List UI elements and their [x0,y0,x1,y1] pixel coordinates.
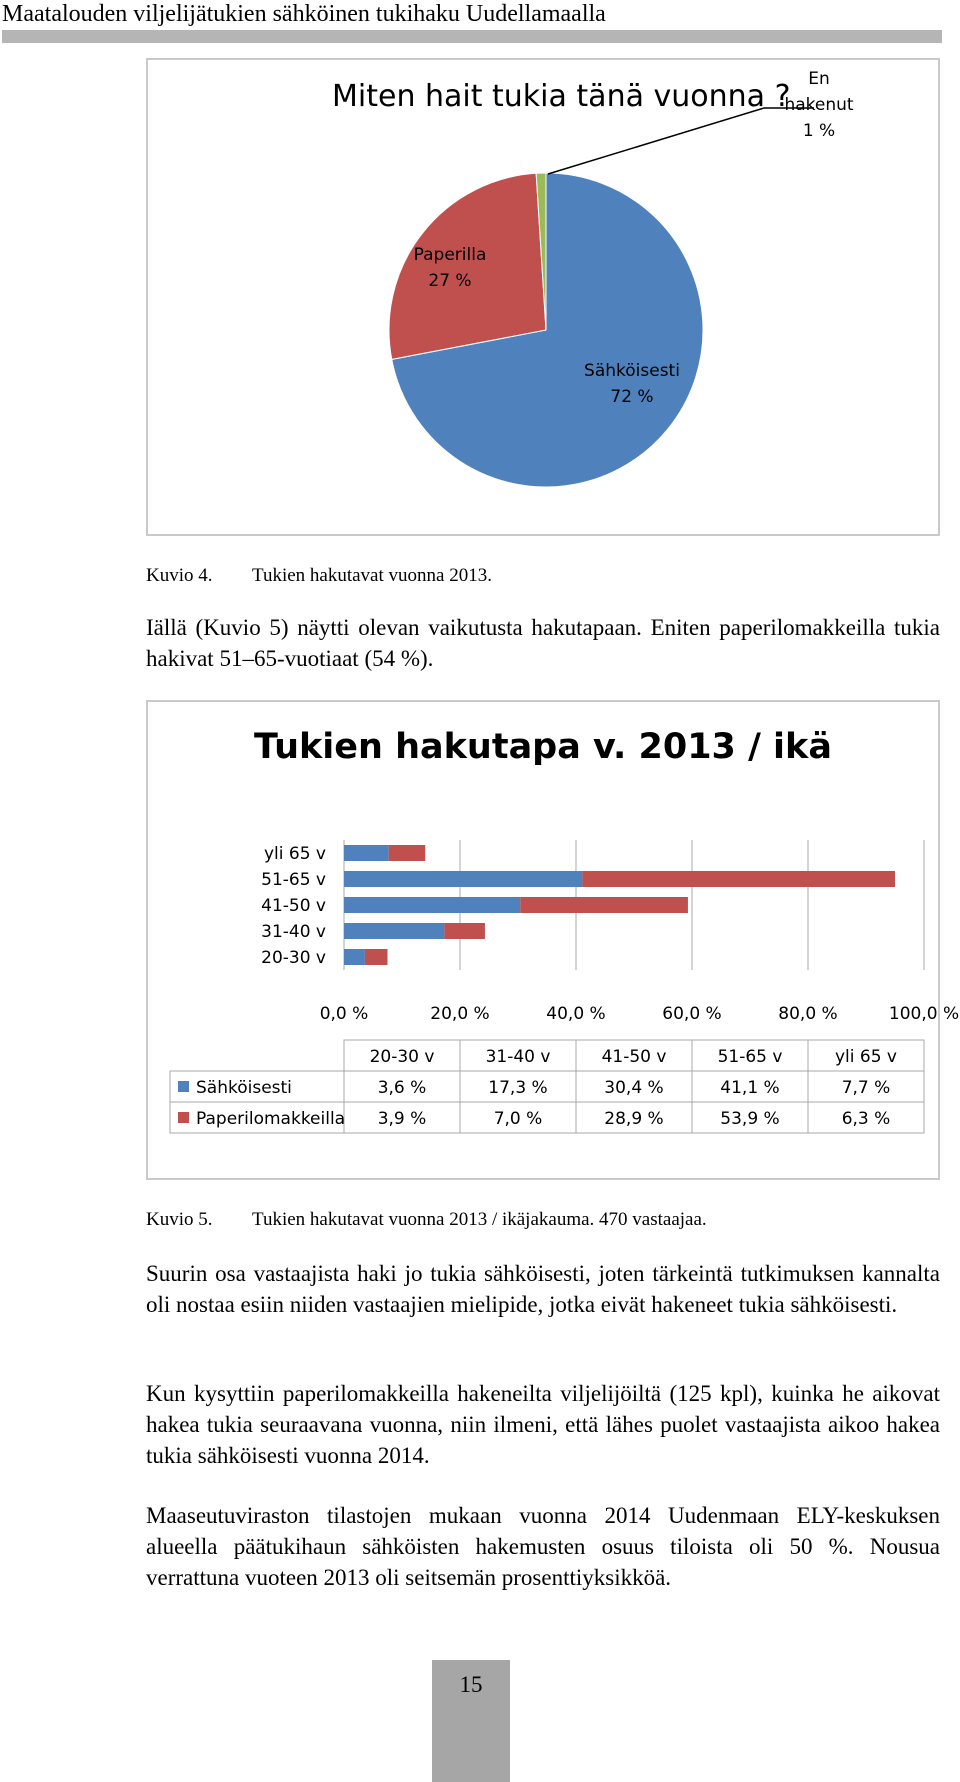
category-label: 31-40 v [261,922,326,942]
table-value-cell: 41,1 % [720,1078,780,1098]
bar-chart-frame [146,700,960,1180]
figure5-caption-label: Kuvio 5. [146,1209,213,1230]
bar-segment-sähköisesti [344,871,582,887]
bar-segment-paperilomakkeilla [582,871,895,887]
running-header [0,0,960,45]
leader-line [548,108,764,174]
pie-label-en-hakenut: En hakenut 1 % [784,69,854,141]
pie-chart [148,60,938,534]
pie-label-sähköisesti: Sähköisesti 72 % [584,361,680,407]
page-number: 15 [459,1672,483,1697]
x-tick-label: 80,0 % [778,1004,838,1024]
figure4-caption [146,564,492,588]
x-tick-label: 100,0 % [888,1004,960,1024]
pie-slice-paperilla [389,173,546,359]
bar-segment-sähköisesti [344,897,520,913]
table-header-cell: 31-40 v [485,1047,551,1067]
paragraph-4: Maaseutuviraston tilastojen mukaan vuonna 2014 Uudenmaan ELY-keskuksen alueella päätukihaun sähköisten hakemusten osuus tiloista oli 50 %. Nousua verrattuna vuoteen 2013 oli seitsemän prosenttiyksikköä. [146,1503,940,1590]
legend-label: Paperilomakkeilla [196,1109,346,1129]
figure5-caption [146,1208,707,1232]
bar-segment-sähköisesti [344,923,444,939]
pie-label-paperilla: Paperilla 27 % [413,245,487,291]
figure4-caption-text: Tukien hakutavat vuonna 2013. [252,565,492,586]
x-tick-label: 40,0 % [546,1004,606,1024]
table-value-cell: 30,4 % [604,1078,664,1098]
table-header-cell: 20-30 v [369,1047,435,1067]
category-label: 51-65 v [261,870,326,890]
x-tick-label: 60,0 % [662,1004,722,1024]
bar-segment-paperilomakkeilla [365,949,388,965]
header-rule [2,30,942,43]
table-value-cell: 28,9 % [604,1109,664,1129]
category-label: yli 65 v [263,844,326,864]
x-tick-label: 20,0 % [430,1004,490,1024]
figure5-caption-text: Tukien hakutavat vuonna 2013 / ikäjakauma. 470 vastaajaa. [252,1209,707,1230]
paragraph-3: Kun kysyttiin paperilomakkeilla hakeneilta viljelijöiltä (125 kpl), kuinka he aikovat hakea tukia seuraavana vuonna, niin ilmeni, että lähes puolet vastaajista aikoo hakea tukia sähköisesti vuonna 2014. [146,1381,940,1468]
pie-chart-title: Miten hait tukia tänä vuonna ? [332,79,791,114]
category-label: 20-30 v [261,948,326,968]
bar-segment-sähköisesti [344,845,389,861]
pie-chart-frame [146,58,940,536]
bar-segment-paperilomakkeilla [520,897,688,913]
bar-chart [148,702,960,1178]
table-value-cell: 17,3 % [488,1078,548,1098]
x-tick-label: 0,0 % [319,1004,369,1024]
paragraph-2: Suurin osa vastaajista haki jo tukia sähköisesti, joten tärkeintä tutkimuksen kannalta oli nostaa esiin niiden vastaajien mielipide, jotka eivät hakeneet tukia sähköisesti. [146,1261,940,1317]
figure4-caption-label: Kuvio 4. [146,565,213,586]
legend-label: Sähköisesti [196,1078,292,1098]
table-value-cell: 3,9 % [377,1109,427,1129]
paragraph-1: Iällä (Kuvio 5) näytti olevan vaikutusta hakutapaan. Eniten paperilomakkeilla tukia hakivat 51–65-vuotiaat (54 %). [146,615,940,671]
table-header-cell: 41-50 v [601,1047,667,1067]
category-label: 41-50 v [261,896,326,916]
page-number-box [432,1660,510,1782]
bar-segment-paperilomakkeilla [444,923,485,939]
table-value-cell: 7,7 % [841,1078,891,1098]
legend-swatch [178,1112,189,1123]
bar-chart-title: Tukien hakutapa v. 2013 / ikä [254,727,832,767]
header-title: Maatalouden viljelijätukien sähköinen tukihaku Uudellamaalla [2,1,606,27]
table-value-cell: 7,0 % [493,1109,543,1129]
legend-swatch [178,1081,189,1092]
table-value-cell: 3,6 % [377,1078,427,1098]
table-value-cell: 6,3 % [841,1109,891,1129]
bar-segment-paperilomakkeilla [389,845,426,861]
table-header-cell: 51-65 v [717,1047,783,1067]
table-header-cell: yli 65 v [834,1047,898,1067]
table-value-cell: 53,9 % [720,1109,780,1129]
bar-segment-sähköisesti [344,949,365,965]
